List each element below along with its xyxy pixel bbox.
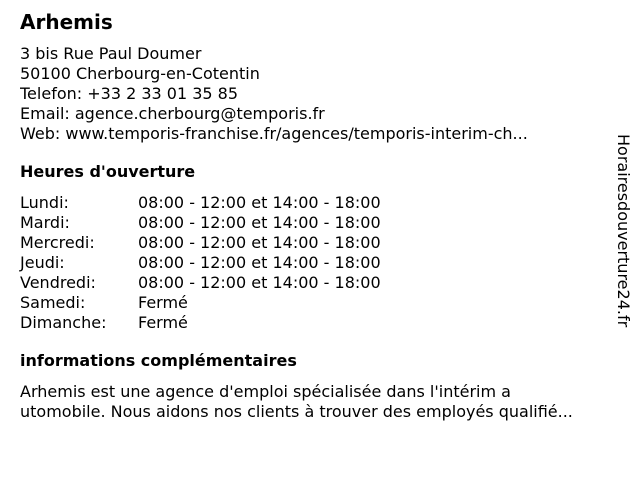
phone-line: Telefon: +33 2 33 01 35 85 (20, 84, 239, 103)
additional-info-text (20, 382, 620, 422)
email-line: Email: agence.cherbourg@temporis.fr (20, 104, 325, 123)
day-label: Mardi: (20, 213, 70, 232)
address-line-2: 50100 Cherbourg-en-Cotentin (20, 64, 260, 83)
day-label: Samedi: (20, 293, 86, 312)
day-label: Vendredi: (20, 273, 96, 292)
hours-row-mercredi (20, 233, 610, 253)
business-name: Arhemis (20, 10, 113, 34)
hours-row-lundi (20, 193, 610, 213)
info-line-2: utomobile. Nous aidons nos clients à trouver des employés qualifié... (20, 402, 573, 421)
website-line: Web: www.temporis-franchise.fr/agences/temporis-interim-ch... (20, 124, 528, 143)
info-line-1: Arhemis est une agence d'emploi spécialisée dans l'intérim a (20, 382, 511, 401)
hours-row-jeudi (20, 253, 610, 273)
day-hours: 08:00 - 12:00 et 14:00 - 18:00 (138, 213, 381, 232)
day-hours: Fermé (138, 293, 188, 312)
day-label: Jeudi: (20, 253, 65, 272)
opening-hours-heading: Heures d'ouverture (20, 162, 196, 181)
day-label: Mercredi: (20, 233, 95, 252)
address-line-1: 3 bis Rue Paul Doumer (20, 44, 202, 63)
hours-row-mardi (20, 213, 610, 233)
hours-row-vendredi (20, 273, 610, 293)
day-hours: 08:00 - 12:00 et 14:00 - 18:00 (138, 273, 381, 292)
hours-row-samedi (20, 293, 610, 313)
day-hours: Fermé (138, 313, 188, 332)
day-hours: 08:00 - 12:00 et 14:00 - 18:00 (138, 253, 381, 272)
day-label: Lundi: (20, 193, 69, 212)
additional-info-heading: informations complémentaires (20, 351, 297, 370)
business-card (20, 8, 610, 422)
opening-hours-table (20, 193, 610, 333)
day-hours: 08:00 - 12:00 et 14:00 - 18:00 (138, 233, 381, 252)
day-label: Dimanche: (20, 313, 107, 332)
day-hours: 08:00 - 12:00 et 14:00 - 18:00 (138, 193, 381, 212)
site-watermark: Horairesdouverture24.fr (614, 134, 633, 328)
hours-row-dimanche (20, 313, 610, 333)
